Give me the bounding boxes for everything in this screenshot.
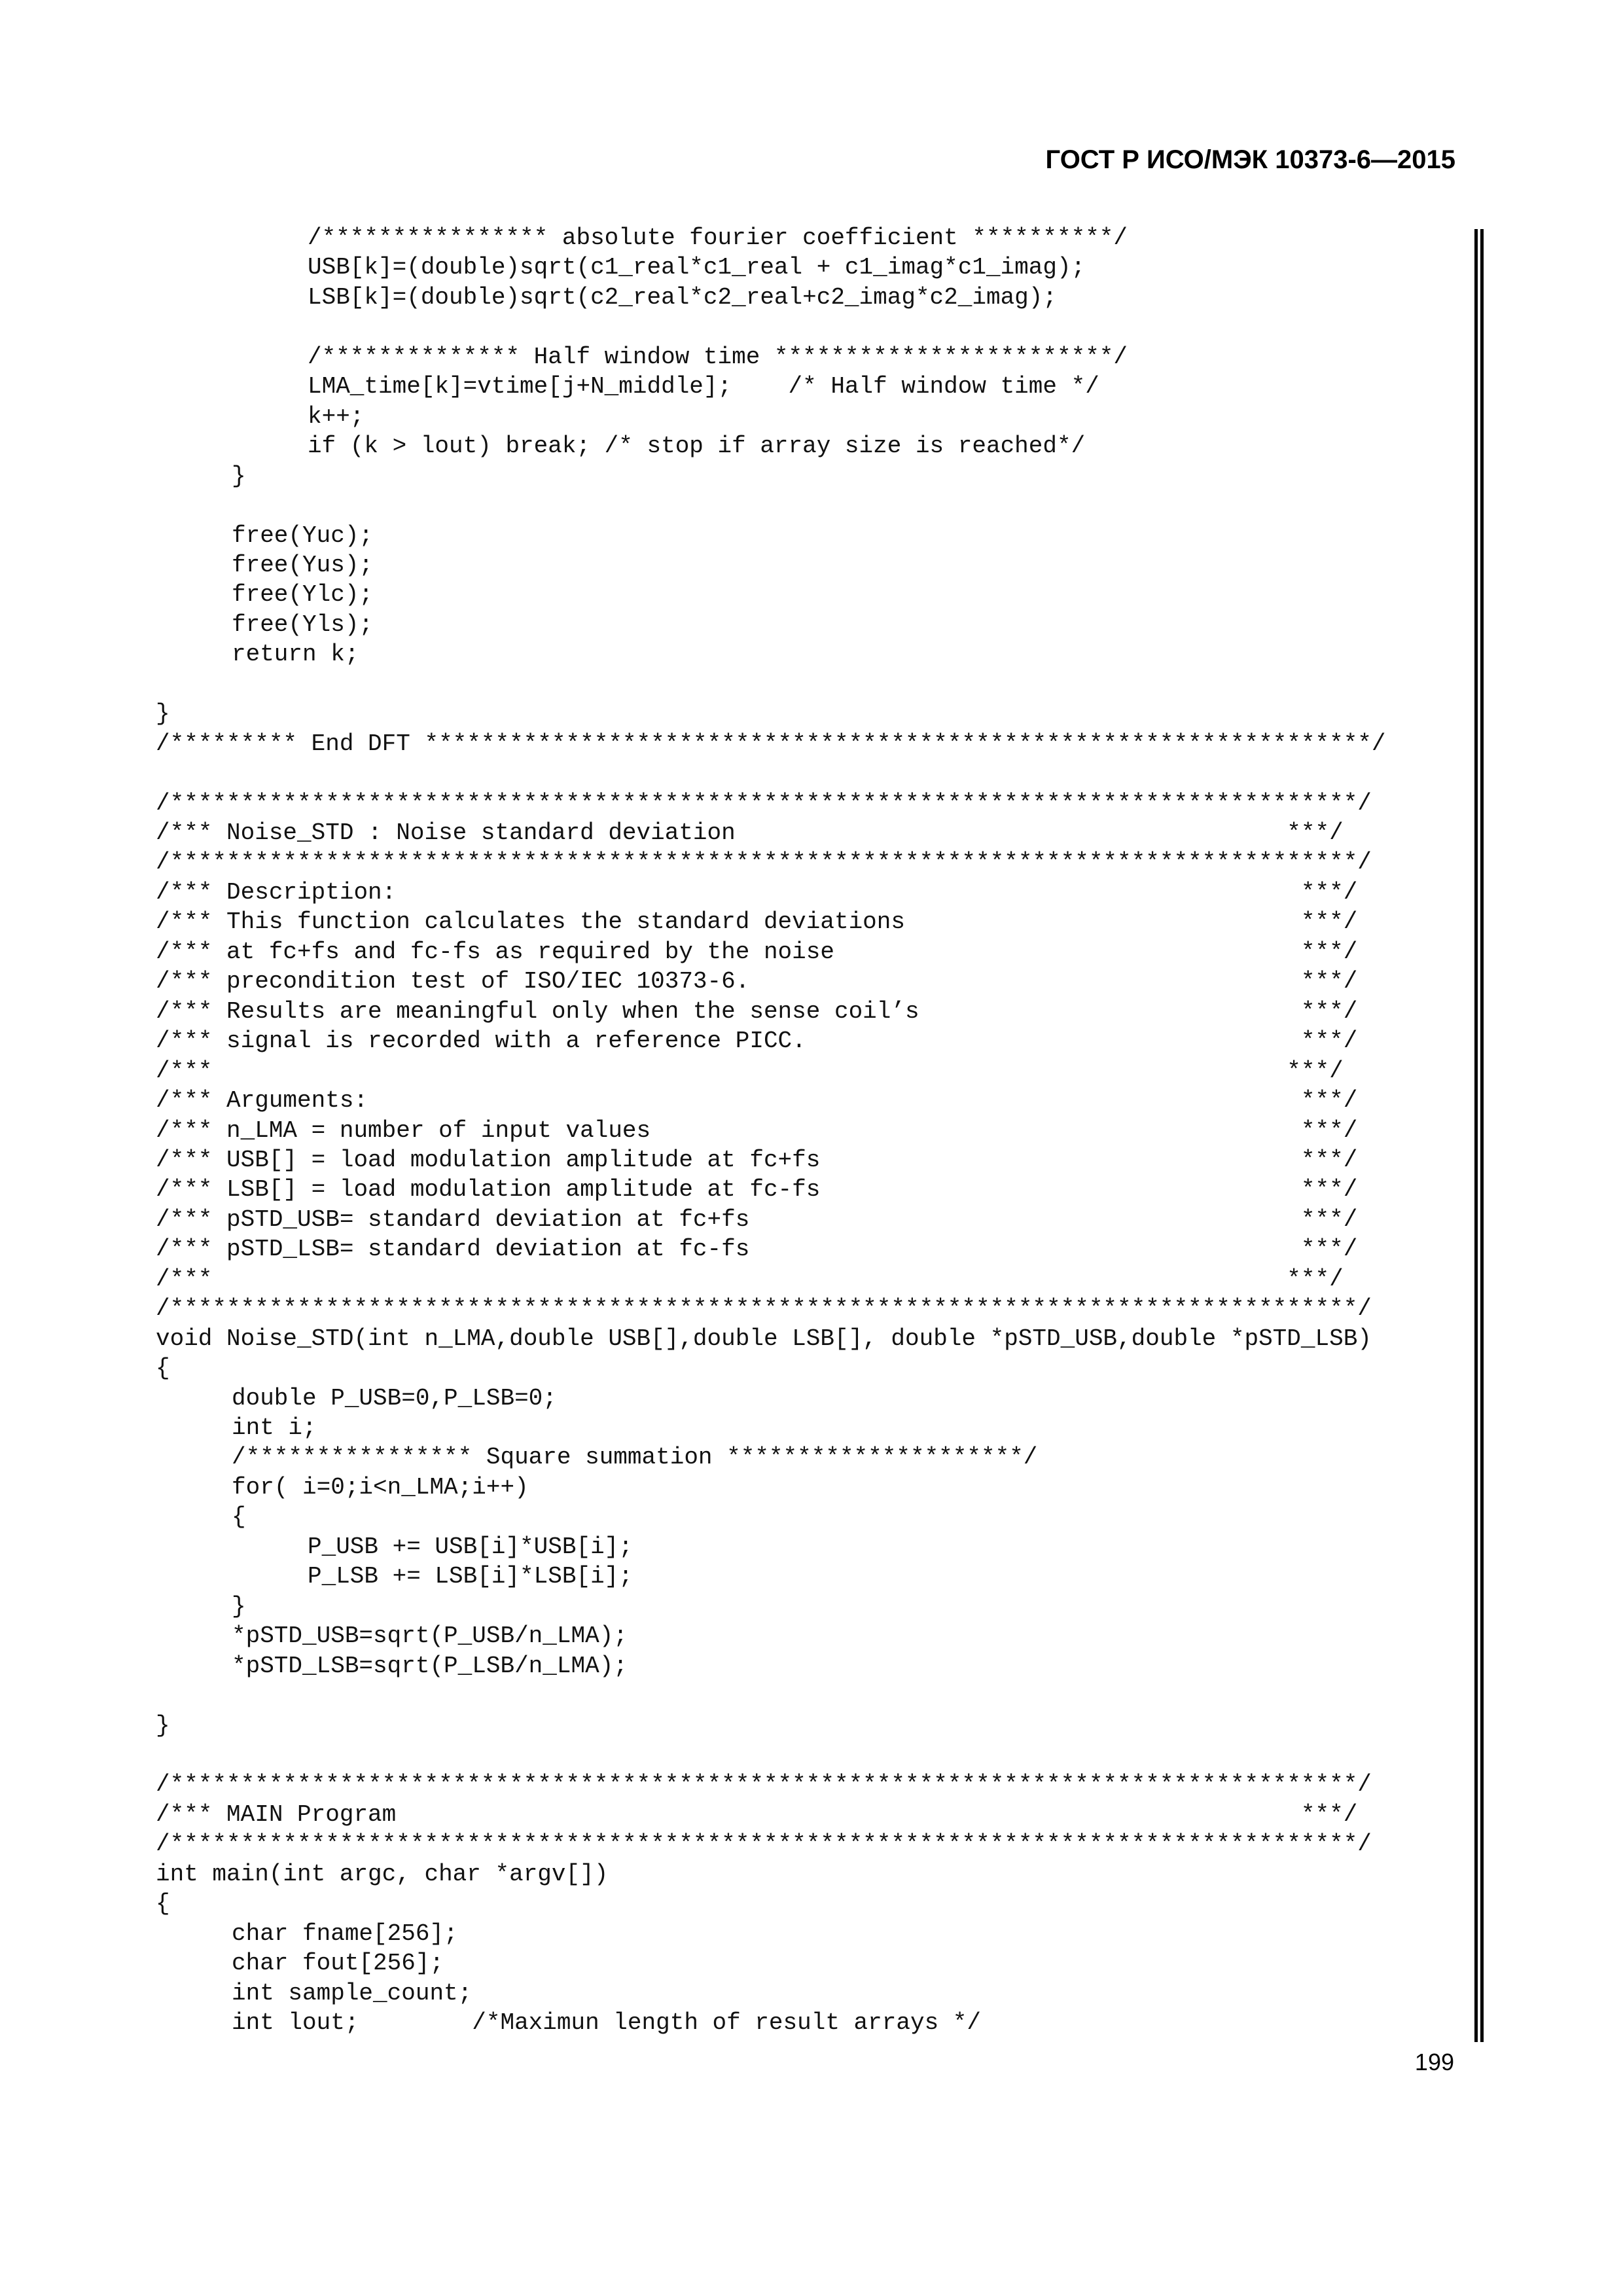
code-line: int lout; /*Maximun length of result arrays */ bbox=[232, 2009, 981, 2036]
code-line: int main(int argc, char *argv[]) bbox=[156, 1860, 609, 1888]
code-line: /************************************************************************************/ bbox=[156, 1295, 1372, 1323]
code-line: char fout[256]; bbox=[232, 1950, 444, 1977]
code-line: /*** ***/ bbox=[156, 1057, 1344, 1085]
code-line: LSB[k]=(double)sqrt(c2_real*c2_real+c2_imag*c2_imag); bbox=[308, 283, 1057, 311]
code-line: /********* End DFT *******************************************************************/ bbox=[156, 730, 1386, 757]
code-line: return k; bbox=[232, 641, 359, 668]
code-line: LMA_time[k]=vtime[j+N_middle]; /* Half window time */ bbox=[308, 373, 1099, 401]
code-line: /*** LSB[] = load modulation amplitude at fc-fs ***/ bbox=[156, 1176, 1358, 1204]
code-line: /*** pSTD_LSB= standard deviation at fc-fs ***/ bbox=[156, 1236, 1358, 1263]
code-line: P_LSB += LSB[i]*LSB[i]; bbox=[308, 1563, 633, 1590]
code-line: /*** signal is recorded with a reference PICC. ***/ bbox=[156, 1028, 1358, 1055]
code-line: { bbox=[232, 1503, 246, 1531]
code-line: /*** Arguments: ***/ bbox=[156, 1087, 1358, 1115]
code-line: /************************************************************************************/ bbox=[156, 1771, 1372, 1799]
code-line: /*** Description: ***/ bbox=[156, 878, 1358, 906]
code-line: int sample_count; bbox=[232, 1979, 473, 2007]
code-line: /*** This function calculates the standard deviations ***/ bbox=[156, 908, 1358, 936]
code-line: int i; bbox=[232, 1414, 317, 1441]
code-line: P_USB += USB[i]*USB[i]; bbox=[308, 1533, 633, 1560]
code-line: } bbox=[156, 1712, 170, 1739]
code-line: /*** Results are meaningful only when the sense coil’s ***/ bbox=[156, 997, 1358, 1025]
code-line: /*** USB[] = load modulation amplitude at fc+fs ***/ bbox=[156, 1146, 1358, 1174]
code-line: /**************** absolute fourier coefficient **********/ bbox=[308, 224, 1128, 251]
code-line: /*** n_LMA = number of input values ***/ bbox=[156, 1117, 1358, 1144]
code-line: free(Yus); bbox=[232, 551, 374, 579]
page-header: ГОСТ Р ИСО/МЭК 10373-6—2015 bbox=[1045, 145, 1455, 174]
code-line: } bbox=[156, 700, 170, 728]
code-line: /*** precondition test of ISO/IEC 10373-6. ***/ bbox=[156, 968, 1358, 996]
code-line: USB[k]=(double)sqrt(c1_real*c1_real + c1_imag*c1_imag); bbox=[308, 254, 1086, 281]
code-line: } bbox=[232, 462, 246, 490]
code-line: /*** ***/ bbox=[156, 1265, 1344, 1293]
code-line: if (k > lout) break; /* stop if array size is reached*/ bbox=[308, 433, 1086, 460]
code-line: double P_USB=0,P_LSB=0; bbox=[232, 1384, 557, 1412]
code-line: /************************************************************************************/ bbox=[156, 849, 1372, 876]
code-line: char fname[256]; bbox=[232, 1920, 458, 1947]
margin-bar-left bbox=[1474, 229, 1478, 2042]
code-line: void Noise_STD(int n_LMA,double USB[],double LSB[], double *pSTD_USB,double *pSTD_LSB) bbox=[156, 1325, 1372, 1352]
code-line: } bbox=[232, 1592, 246, 1620]
code-line: /************************************************************************************/ bbox=[156, 1831, 1372, 1858]
margin-bar-right bbox=[1480, 229, 1484, 2042]
code-line: /*** MAIN Program ***/ bbox=[156, 1801, 1358, 1828]
code-line: { bbox=[156, 1355, 170, 1382]
page-number: 199 bbox=[1414, 2049, 1454, 2075]
code-line: for( i=0;i<n_LMA;i++) bbox=[232, 1473, 529, 1501]
code-line: /************************************************************************************/ bbox=[156, 789, 1372, 817]
code-line: /*** Noise_STD : Noise standard deviation ***/ bbox=[156, 819, 1344, 846]
code-line: k++; bbox=[308, 403, 365, 430]
code-line: *pSTD_USB=sqrt(P_USB/n_LMA); bbox=[232, 1623, 628, 1650]
code-line: free(Ylc); bbox=[232, 581, 374, 609]
code-line: { bbox=[156, 1890, 170, 1918]
code-line: free(Yuc); bbox=[232, 522, 374, 549]
code-line: /*** at fc+fs and fc-fs as required by the noise ***/ bbox=[156, 938, 1358, 965]
code-line: /*** pSTD_USB= standard deviation at fc+fs ***/ bbox=[156, 1206, 1358, 1233]
code-line: /**************** Square summation *********************/ bbox=[232, 1444, 1038, 1471]
code-line: free(Yls); bbox=[232, 611, 374, 638]
code-line: /************** Half window time ************************/ bbox=[308, 343, 1128, 370]
code-line: *pSTD_LSB=sqrt(P_LSB/n_LMA); bbox=[232, 1652, 628, 1679]
